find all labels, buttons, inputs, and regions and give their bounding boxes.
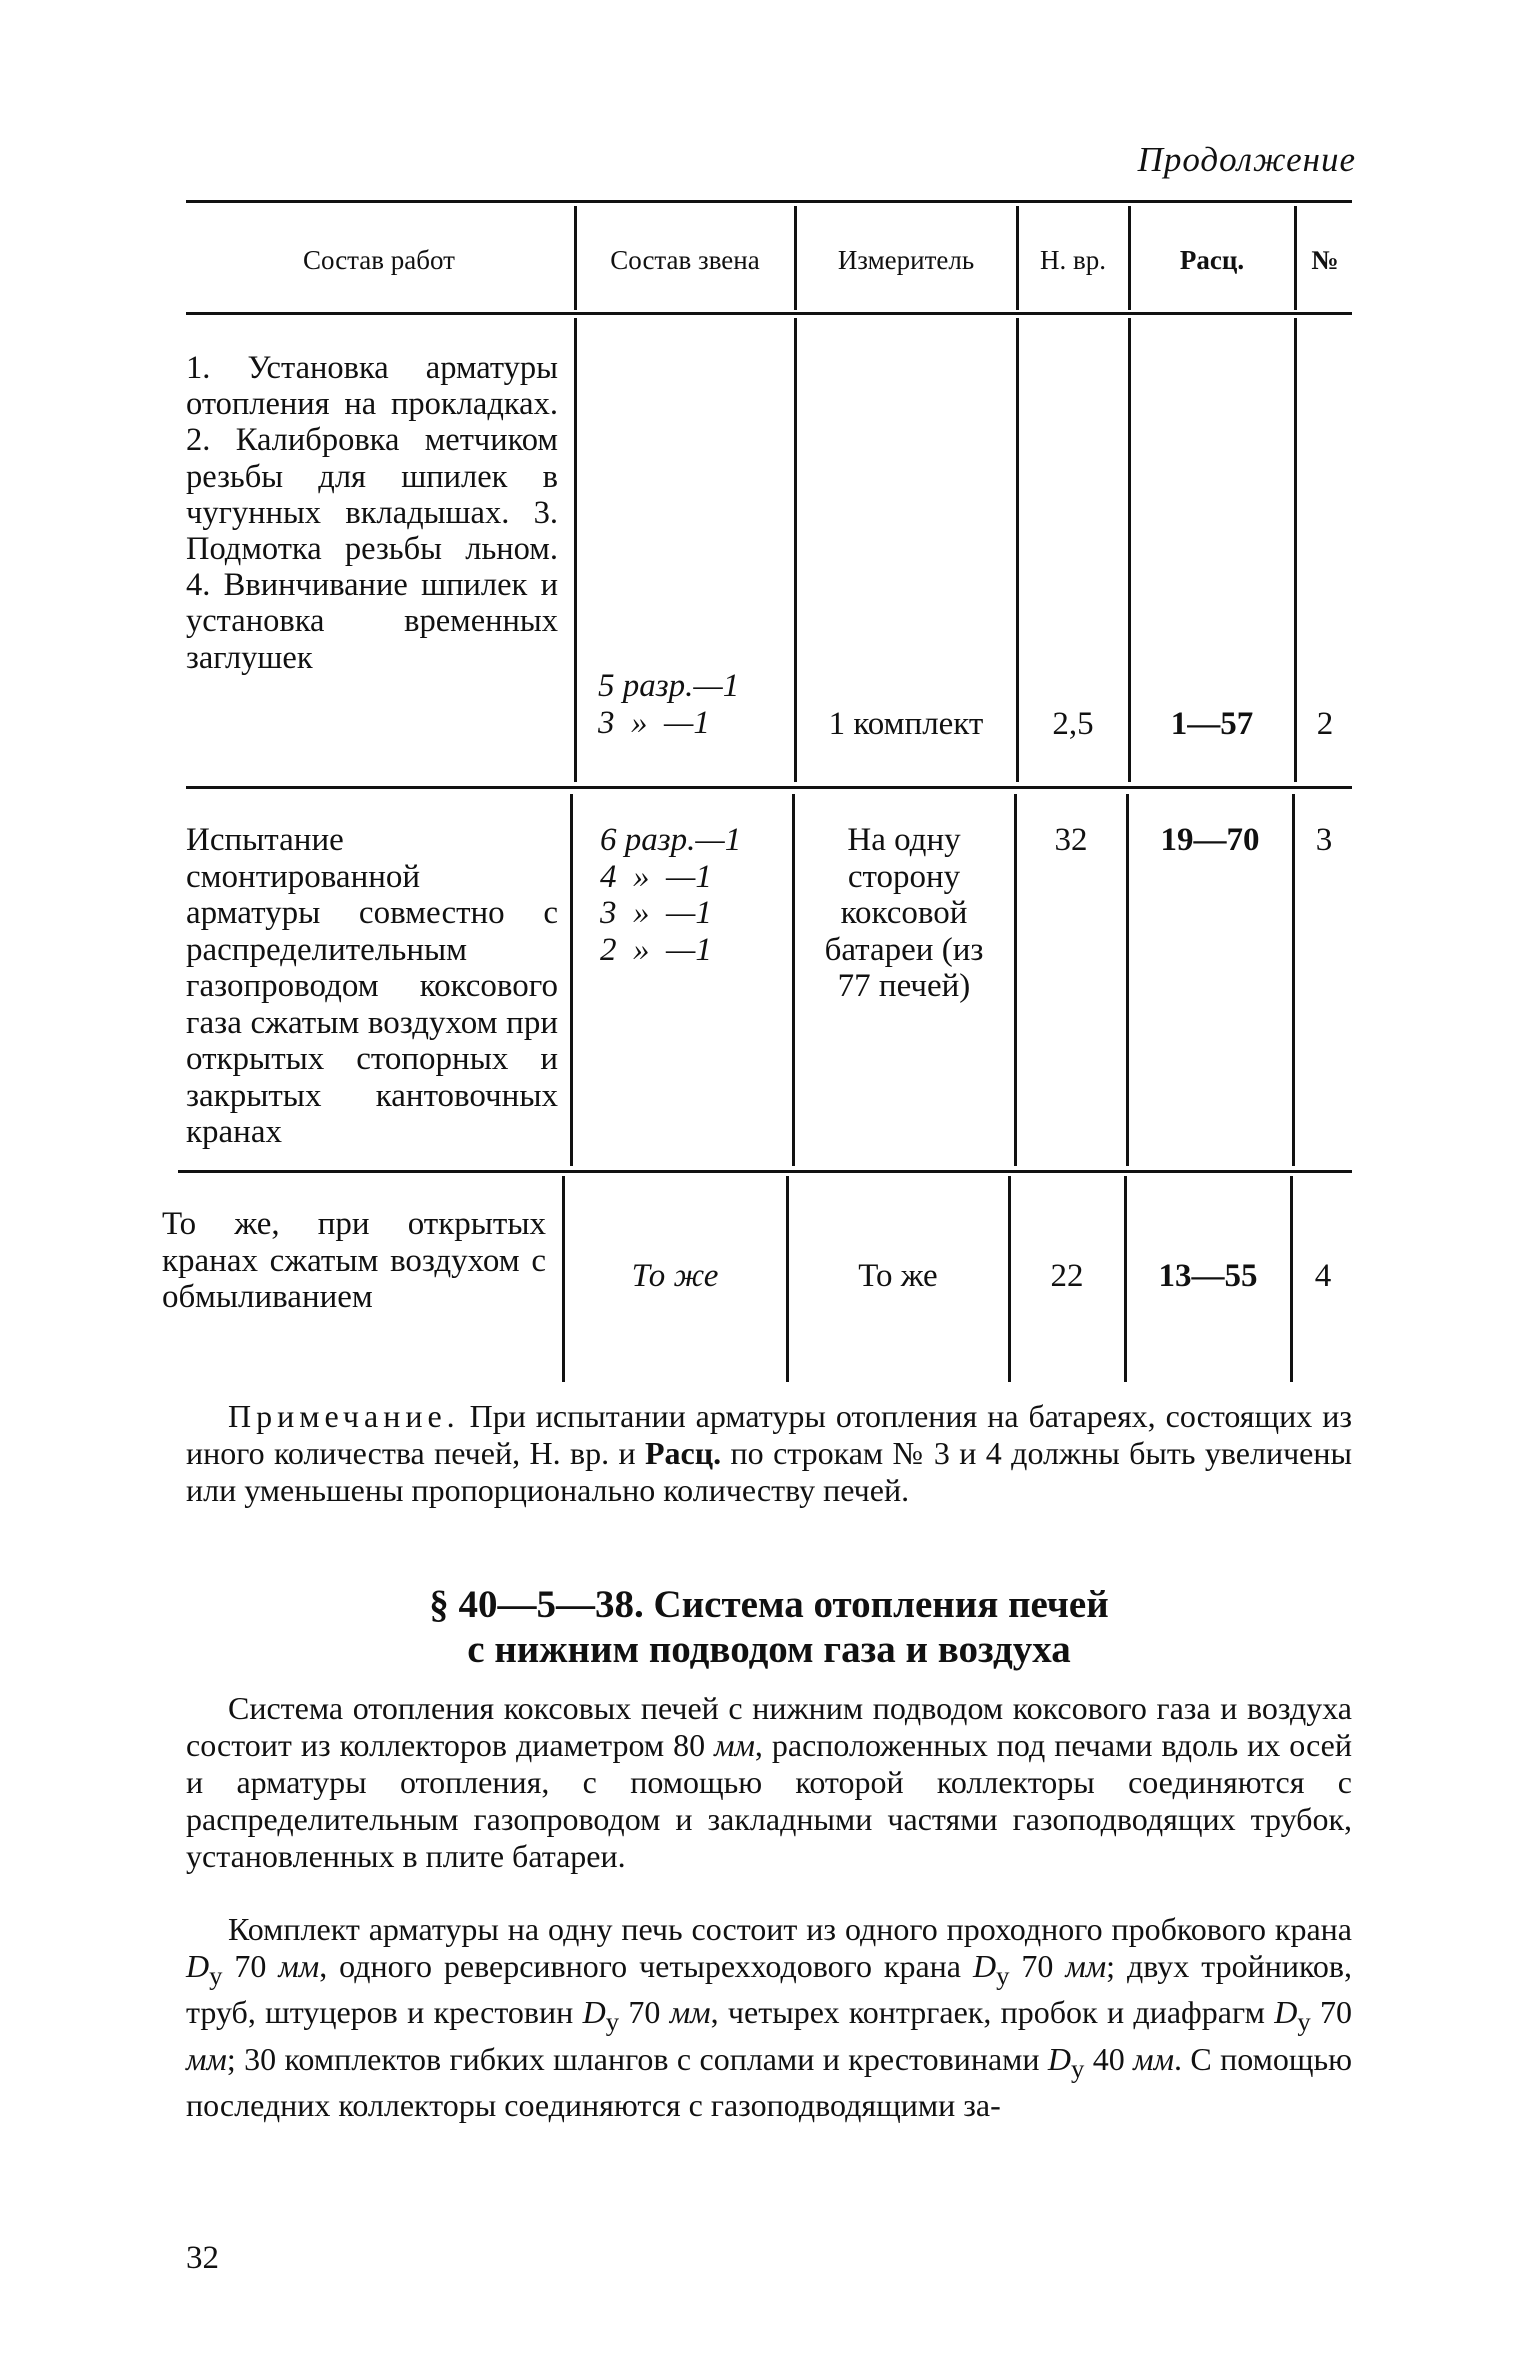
table-row-3-unit: То же — [858, 1258, 938, 1294]
page-number: 32 — [186, 2240, 219, 2276]
unit-mm: мм — [669, 1994, 711, 2031]
paragraph-text: ; 30 комплектов гибких шлангов с соплами и крестовинами — [226, 2040, 1048, 2077]
unit-mm: мм — [1133, 2040, 1174, 2077]
unit-mm: мм — [186, 2040, 227, 2077]
unit-mm: мм — [278, 1948, 320, 1984]
row-col-divider — [794, 318, 797, 782]
row-col-divider — [1124, 1176, 1127, 1382]
symbol-d: D — [1047, 2040, 1072, 2077]
table-row-3-crew: То же — [631, 1258, 719, 1294]
row-col-divider — [1292, 794, 1295, 1166]
paragraph-text: 70 — [222, 1948, 279, 1984]
table-row-1-unit: 1 комплект — [828, 706, 984, 742]
table-row-2-work: Испытание смонтированной арматуры совместно с распределительным газопроводом коксового газа сжатым воздухом при открытых стопорных и закрытых кантовочных кранах — [186, 822, 558, 1150]
column-header-crew: Состав звена — [610, 244, 760, 275]
header-col-divider — [1128, 206, 1131, 310]
unit-mm: мм — [714, 1727, 755, 1763]
row-col-divider — [1126, 794, 1129, 1166]
paragraph-text: , четырех контргаек, пробок и диафрагм — [710, 1994, 1275, 2031]
table-row-2-number: 3 — [1315, 822, 1333, 858]
table-row-2-norm: 32 — [1054, 822, 1088, 858]
crew-line: 3 » —1 — [598, 704, 710, 741]
symbol-subscript: у — [996, 1960, 1010, 1991]
unit-mm: мм — [1065, 1948, 1107, 1984]
row-col-divider — [1128, 318, 1131, 782]
paragraph-text: Комплект арматуры на одну печь состоит из одного проходного пробкового крана — [228, 1911, 1352, 1947]
note-bold-term: Расц. — [644, 1435, 722, 1471]
paragraph-text: , расположенных под печами вдоль их осей и арматуры отопления, с помощью которой коллекторы соединяются с распределительным газопроводом и закладными частями газоподводящих трубок, установленных в плите батареи. — [186, 1727, 1353, 1874]
row-col-divider — [574, 318, 577, 782]
crew-line: 6 разр.—1 — [600, 822, 742, 858]
row-col-divider — [562, 1176, 565, 1382]
table-row-1-rate: 1—57 — [1170, 706, 1254, 742]
paragraph-text: 70 — [1009, 1948, 1066, 1984]
symbol-d: D — [582, 1994, 606, 2031]
row-col-divider — [1290, 1176, 1293, 1382]
row-col-divider — [1294, 318, 1297, 782]
column-header-unit: Измеритель — [837, 244, 975, 275]
header-bottom-rule — [186, 312, 1352, 315]
symbol-d: D — [1274, 1994, 1298, 2031]
row-col-divider — [1016, 318, 1019, 782]
paragraph-text: ; двух тройников, труб, штуцеров и крестовин — [186, 1948, 1353, 2031]
symbol-subscript: у — [1071, 2053, 1085, 2084]
table-row-1-number: 2 — [1316, 706, 1334, 742]
row-col-divider — [570, 794, 573, 1166]
section-title-line: с нижним подводом газа и воздуха — [467, 1628, 1071, 1671]
row-col-divider — [792, 794, 795, 1166]
table-row-3-norm: 22 — [1050, 1258, 1084, 1294]
body-paragraph-2 — [186, 1911, 1352, 2124]
note-label: Примечание. — [228, 1398, 460, 1434]
crew-line: 4 » —1 — [600, 858, 712, 895]
row-1-bottom-rule — [186, 786, 1352, 789]
table-row-1-work: 1. Установка арматуры отопления на прокладках. 2. Калибровка метчиком резьбы для шпилек в чугунных вкладышах. 3. Подмотка резьбы льном. 4. Ввинчивание шпилек и установка временных заглушек — [186, 350, 558, 676]
header-col-divider — [794, 206, 797, 310]
row-col-divider — [1008, 1176, 1011, 1382]
column-header-rate: Расц. — [1179, 244, 1245, 275]
header-col-divider — [1016, 206, 1019, 310]
symbol-subscript: у — [1297, 2006, 1311, 2037]
symbol-subscript: у — [209, 1960, 223, 1991]
header-col-divider — [1294, 206, 1297, 310]
table-row-3-rate: 13—55 — [1158, 1258, 1258, 1294]
paragraph-text: . С помощью последних коллекторы соединяются с газоподводящими за- — [186, 2040, 1353, 2124]
header-col-divider — [574, 206, 577, 310]
table-row-2-rate: 19—70 — [1160, 822, 1260, 858]
note-text: При испытании арматуры отопления на батареях, состоящих из иного количества печей, Н. вр. и — [186, 1398, 1352, 1471]
table-row-1-norm: 2,5 — [1052, 706, 1094, 742]
section-title — [186, 1582, 1352, 1672]
column-header-number: № — [1311, 244, 1339, 275]
continuation-label: Продолжение — [1137, 140, 1356, 179]
row-col-divider — [1014, 794, 1017, 1166]
table-row-2-unit: На одну сторону коксовой батареи (из 77 печей) — [824, 822, 984, 1004]
column-header-work: Состав работ — [303, 244, 455, 275]
paragraph-text: 40 — [1084, 2040, 1134, 2077]
paragraph-text: 70 — [619, 1994, 670, 2031]
crew-line: 5 разр.—1 — [598, 668, 740, 704]
note-text: по строкам № 3 и 4 должны быть увеличены или уменьшены пропорционально количеству печей. — [186, 1435, 1353, 1508]
table-row-2-crew — [600, 822, 788, 968]
symbol-subscript: у — [605, 2006, 620, 2037]
table-note — [186, 1398, 1352, 1509]
column-header-norm: Н. вр. — [1040, 244, 1106, 275]
row-col-divider — [786, 1176, 789, 1382]
row-2-bottom-rule — [178, 1170, 1352, 1173]
table-row-1-crew — [598, 668, 788, 741]
section-title-line: § 40—5—38. Система отопления печей — [429, 1583, 1109, 1626]
crew-line: 2 » —1 — [600, 931, 712, 968]
table-row-3-number: 4 — [1314, 1258, 1332, 1294]
symbol-d: D — [186, 1948, 210, 1984]
paragraph-text: , одного реверсивного четырехходового крана — [319, 1948, 973, 1984]
table-row-3-work: То же, при открытых кранах сжатым воздухом с обмыливанием — [162, 1206, 546, 1315]
paragraph-text: Система отопления коксовых печей с нижним подводом коксового газа и воздуха состоит из коллекторов диаметром 80 — [186, 1690, 1352, 1763]
symbol-d: D — [972, 1948, 997, 1984]
crew-line: 3 » —1 — [600, 895, 712, 931]
body-paragraph-1 — [186, 1690, 1352, 1875]
table-top-rule — [186, 200, 1352, 203]
paragraph-text: 70 — [1310, 1994, 1353, 2031]
